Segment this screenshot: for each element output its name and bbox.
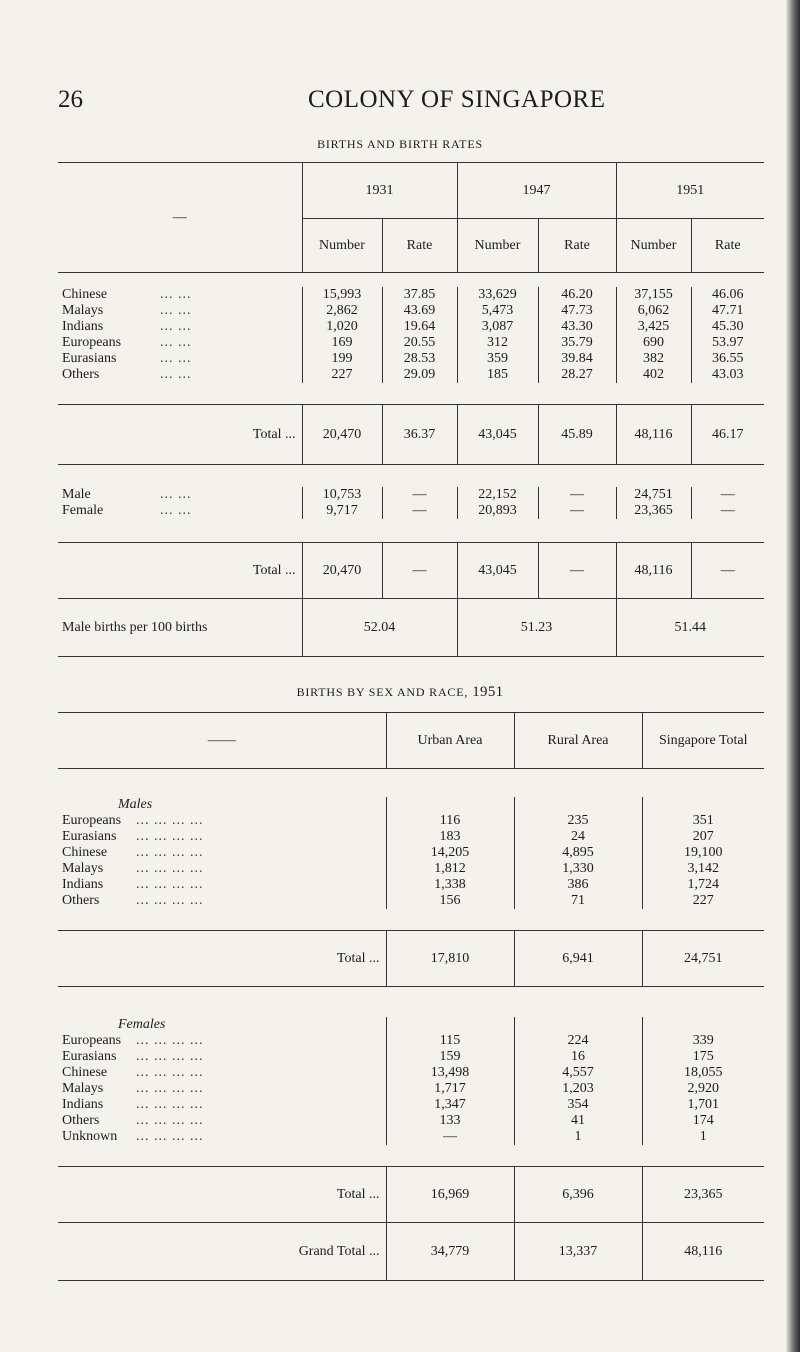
- table-cell: —: [538, 487, 616, 503]
- table-cell: 199: [302, 351, 382, 367]
- table-row: [58, 813, 764, 829]
- table-cell: 19.64: [382, 319, 457, 335]
- table-cell: 43.69: [382, 303, 457, 319]
- table-row: [58, 845, 764, 861]
- row-label-text: Eurasians: [62, 828, 117, 844]
- leader-dots: ... ...: [160, 286, 192, 302]
- leader-dots: ... ...: [160, 502, 192, 518]
- table-cell: 3,425: [616, 319, 691, 335]
- table-cell: 1,701: [642, 1097, 764, 1113]
- table-cell: [642, 1017, 764, 1033]
- row-label-text: Eurasians: [62, 350, 117, 366]
- row-label: [58, 877, 386, 893]
- table-cell: 23,365: [642, 1167, 764, 1223]
- table-row: [58, 1113, 764, 1129]
- row-label: [58, 845, 386, 861]
- table-row: [58, 1081, 764, 1097]
- row-label-text: Malays: [62, 1080, 104, 1096]
- leader-dots: ... ...: [160, 334, 192, 350]
- table-cell: 52.04: [302, 599, 457, 657]
- table-cell: 20.55: [382, 335, 457, 351]
- table-cell: 227: [302, 367, 382, 383]
- table-cell: 354: [514, 1097, 642, 1113]
- table-cell: 23,365: [616, 503, 691, 519]
- table-cell: 36.55: [691, 351, 764, 367]
- table-cell: 20,470: [302, 543, 382, 599]
- table-cell: 46.06: [691, 287, 764, 303]
- table-cell: —: [691, 503, 764, 519]
- row-label: [58, 1113, 386, 1129]
- table-cell: [386, 1017, 514, 1033]
- row-label-text: Europeans: [62, 334, 122, 350]
- births-rates-table: [58, 162, 764, 657]
- leader-dots: ... ...: [160, 350, 192, 366]
- table-row: [58, 877, 764, 893]
- table-row: [58, 351, 764, 367]
- table-row: [58, 367, 764, 383]
- table-cell: 20,470: [302, 405, 382, 465]
- table-cell: 2,920: [642, 1081, 764, 1097]
- table-cell: —: [386, 1129, 514, 1145]
- table-cell: [514, 1017, 642, 1033]
- table-cell: 20,893: [457, 503, 538, 519]
- total-header: Singapore Total: [642, 713, 764, 769]
- table-cell: 6,941: [514, 931, 642, 987]
- table-cell: 35.79: [538, 335, 616, 351]
- table-cell: 227: [642, 893, 764, 909]
- table-cell: 43.30: [538, 319, 616, 335]
- section-heading: Females: [118, 1016, 166, 1032]
- leader-dots: ... ...: [160, 302, 192, 318]
- table-cell: 5,473: [457, 303, 538, 319]
- rate-header: Rate: [538, 219, 616, 273]
- table-cell: 386: [514, 877, 642, 893]
- table-cell: 1: [642, 1129, 764, 1145]
- row-label-text: Female: [62, 502, 104, 518]
- table-cell: 9,717: [302, 503, 382, 519]
- row-label-text: Chinese: [62, 1064, 108, 1080]
- table-cell: 169: [302, 335, 382, 351]
- table-cell: 16,969: [386, 1167, 514, 1223]
- table-cell: 43,045: [457, 405, 538, 465]
- row-label-text: Unknown: [62, 1128, 118, 1144]
- table-cell: 51.23: [457, 599, 616, 657]
- table-cell: 48,116: [642, 1223, 764, 1281]
- table-cell: 1,812: [386, 861, 514, 877]
- table-cell: 4,557: [514, 1065, 642, 1081]
- table-cell: 28.27: [538, 367, 616, 383]
- table-cell: 359: [457, 351, 538, 367]
- row-label: [58, 503, 302, 519]
- table-cell: 2,862: [302, 303, 382, 319]
- table-cell: 15,993: [302, 287, 382, 303]
- row-label: [58, 335, 302, 351]
- row-label: [58, 1065, 386, 1081]
- leader-dots: ... ...: [160, 366, 192, 382]
- table-cell: 28.53: [382, 351, 457, 367]
- table-cell: 1,724: [642, 877, 764, 893]
- table-cell: 175: [642, 1049, 764, 1065]
- table-cell: 224: [514, 1033, 642, 1049]
- row-label-text: Europeans: [62, 812, 122, 828]
- row-label: [58, 829, 386, 845]
- leader-dots: ... ...: [160, 486, 192, 502]
- table-cell: 16: [514, 1049, 642, 1065]
- table-cell: 133: [386, 1113, 514, 1129]
- births-by-sex-race-table: [58, 712, 764, 1281]
- table-cell: 37,155: [616, 287, 691, 303]
- leader-dots: ... ... ... ...: [136, 1048, 204, 1064]
- table-cell: 47.73: [538, 303, 616, 319]
- table-cell: 1,338: [386, 877, 514, 893]
- year-header: 1951: [616, 163, 764, 219]
- table-cell: 24,751: [616, 487, 691, 503]
- number-header: Number: [616, 219, 691, 273]
- row-label-text: Malays: [62, 302, 104, 318]
- row-label: [58, 1033, 386, 1049]
- table-cell: —: [691, 543, 764, 599]
- table1-title-text: BIRTHS AND BIRTH RATES: [317, 137, 483, 151]
- table-cell: 312: [457, 335, 538, 351]
- table-cell: —: [538, 503, 616, 519]
- table-cell: —: [382, 543, 457, 599]
- table-cell: 174: [642, 1113, 764, 1129]
- table-cell: 34,779: [386, 1223, 514, 1281]
- table-cell: 115: [386, 1033, 514, 1049]
- table-cell: 1,347: [386, 1097, 514, 1113]
- table-cell: 24: [514, 829, 642, 845]
- row-label: [58, 861, 386, 877]
- table-cell: 17,810: [386, 931, 514, 987]
- row-label: [58, 287, 302, 303]
- table-cell: 183: [386, 829, 514, 845]
- grand-total-label: Grand Total ...: [298, 1243, 380, 1259]
- leader-dots: ... ... ... ...: [136, 1096, 204, 1112]
- table-cell: 46.17: [691, 405, 764, 465]
- running-title: COLONY OF SINGAPORE: [308, 86, 606, 113]
- table-row: [58, 287, 764, 303]
- leader-dots: ... ... ... ...: [136, 892, 204, 908]
- row-label: [58, 351, 302, 367]
- table-cell: 18,055: [642, 1065, 764, 1081]
- table-cell: [642, 797, 764, 813]
- row-label: [58, 813, 386, 829]
- table-cell: 339: [642, 1033, 764, 1049]
- table-cell: 13,337: [514, 1223, 642, 1281]
- table-cell: 37.85: [382, 287, 457, 303]
- row-label-text: Indians: [62, 1096, 104, 1112]
- leader-dots: ... ... ... ...: [136, 860, 204, 876]
- row-label: [58, 893, 386, 909]
- row-label-text: Chinese: [62, 286, 108, 302]
- row-label: [58, 303, 302, 319]
- table-row: [58, 335, 764, 351]
- table-row: [58, 861, 764, 877]
- row-label: [58, 367, 302, 383]
- rural-header: Rural Area: [514, 713, 642, 769]
- table-cell: 39.84: [538, 351, 616, 367]
- table2-corner: ——: [207, 732, 236, 748]
- table-cell: 33,629: [457, 287, 538, 303]
- row-label: Male births per 100 births: [62, 619, 208, 635]
- row-label-text: Others: [62, 892, 100, 908]
- table-cell: 53.97: [691, 335, 764, 351]
- year-header: 1931: [302, 163, 457, 219]
- table-cell: 4,895: [514, 845, 642, 861]
- table-cell: 3,087: [457, 319, 538, 335]
- table-cell: 43,045: [457, 543, 538, 599]
- table-row: [58, 503, 764, 519]
- table-cell: 1,020: [302, 319, 382, 335]
- table-row: [58, 1065, 764, 1081]
- table2-title-text: BIRTHS BY SEX AND RACE,: [296, 685, 469, 699]
- row-label-text: Europeans: [62, 1032, 122, 1048]
- row-label-text: Chinese: [62, 844, 108, 860]
- table-row: [58, 1049, 764, 1065]
- table-cell: 45.89: [538, 405, 616, 465]
- table-cell: 43.03: [691, 367, 764, 383]
- table-cell: 1,203: [514, 1081, 642, 1097]
- table-cell: [514, 797, 642, 813]
- table2-title: [0, 684, 800, 701]
- table-cell: 235: [514, 813, 642, 829]
- table-row: [58, 1097, 764, 1113]
- table-cell: 47.71: [691, 303, 764, 319]
- table-cell: [386, 797, 514, 813]
- table-cell: 14,205: [386, 845, 514, 861]
- table-cell: —: [691, 487, 764, 503]
- leader-dots: ... ... ... ...: [136, 812, 204, 828]
- table-cell: 71: [514, 893, 642, 909]
- table-cell: 207: [642, 829, 764, 845]
- table-cell: 159: [386, 1049, 514, 1065]
- total-label: Total ...: [252, 426, 296, 442]
- table-cell: 3,142: [642, 861, 764, 877]
- row-label-text: Male: [62, 486, 91, 502]
- table-cell: 36.37: [382, 405, 457, 465]
- row-label-text: Eurasians: [62, 1048, 117, 1064]
- table-row: [58, 1129, 764, 1145]
- table-cell: 45.30: [691, 319, 764, 335]
- table-row: [58, 303, 764, 319]
- table-cell: 351: [642, 813, 764, 829]
- rate-header: Rate: [382, 219, 457, 273]
- table-cell: —: [382, 487, 457, 503]
- leader-dots: ... ... ... ...: [136, 1128, 204, 1144]
- table-cell: 41: [514, 1113, 642, 1129]
- table-row: [58, 893, 764, 909]
- table-cell: 51.44: [616, 599, 764, 657]
- number-header: Number: [302, 219, 382, 273]
- leader-dots: ... ... ... ...: [136, 1064, 204, 1080]
- row-label-text: Indians: [62, 318, 104, 334]
- rate-header: Rate: [691, 219, 764, 273]
- table1-title: [0, 136, 800, 153]
- table-cell: 10,753: [302, 487, 382, 503]
- leader-dots: ... ... ... ...: [136, 876, 204, 892]
- table-cell: 1,717: [386, 1081, 514, 1097]
- total-label: Total ...: [252, 562, 296, 578]
- leader-dots: ... ... ... ...: [136, 844, 204, 860]
- page-edge-shadow: [786, 0, 800, 1352]
- table-cell: 22,152: [457, 487, 538, 503]
- row-label-text: Indians: [62, 876, 104, 892]
- table-cell: —: [382, 503, 457, 519]
- row-label: [58, 1049, 386, 1065]
- table-row: [58, 829, 764, 845]
- table-cell: 29.09: [382, 367, 457, 383]
- leader-dots: ... ...: [160, 318, 192, 334]
- table-cell: 24,751: [642, 931, 764, 987]
- table-cell: 382: [616, 351, 691, 367]
- table-cell: 185: [457, 367, 538, 383]
- total-label: Total ...: [336, 1186, 380, 1202]
- leader-dots: ... ... ... ...: [136, 1032, 204, 1048]
- total-label: Total ...: [336, 950, 380, 966]
- table-cell: 1,330: [514, 861, 642, 877]
- table2-title-year: 1951: [472, 684, 504, 700]
- table-cell: 6,062: [616, 303, 691, 319]
- row-label-text: Others: [62, 366, 100, 382]
- table-row: [58, 487, 764, 503]
- table-cell: 48,116: [616, 405, 691, 465]
- leader-dots: ... ... ... ...: [136, 828, 204, 844]
- leader-dots: ... ... ... ...: [136, 1080, 204, 1096]
- row-label-text: Malays: [62, 860, 104, 876]
- urban-header: Urban Area: [386, 713, 514, 769]
- table-row: [58, 1033, 764, 1049]
- row-label: [58, 1097, 386, 1113]
- page-number: 26: [58, 86, 83, 113]
- table-cell: 1: [514, 1129, 642, 1145]
- table-cell: 156: [386, 893, 514, 909]
- row-label: [58, 319, 302, 335]
- table-cell: 46.20: [538, 287, 616, 303]
- table-cell: 690: [616, 335, 691, 351]
- row-label-text: Others: [62, 1112, 100, 1128]
- number-header: Number: [457, 219, 538, 273]
- table-cell: —: [538, 543, 616, 599]
- row-label: [58, 1081, 386, 1097]
- row-label: [58, 487, 302, 503]
- leader-dots: ... ... ... ...: [136, 1112, 204, 1128]
- table-cell: 48,116: [616, 543, 691, 599]
- table1-corner: —: [172, 209, 187, 225]
- table-cell: 13,498: [386, 1065, 514, 1081]
- table-cell: 19,100: [642, 845, 764, 861]
- table-cell: 6,396: [514, 1167, 642, 1223]
- table-row: [58, 319, 764, 335]
- row-label: [58, 1129, 386, 1145]
- year-header: 1947: [457, 163, 616, 219]
- table-cell: 402: [616, 367, 691, 383]
- table-cell: 116: [386, 813, 514, 829]
- section-heading: Males: [118, 796, 153, 812]
